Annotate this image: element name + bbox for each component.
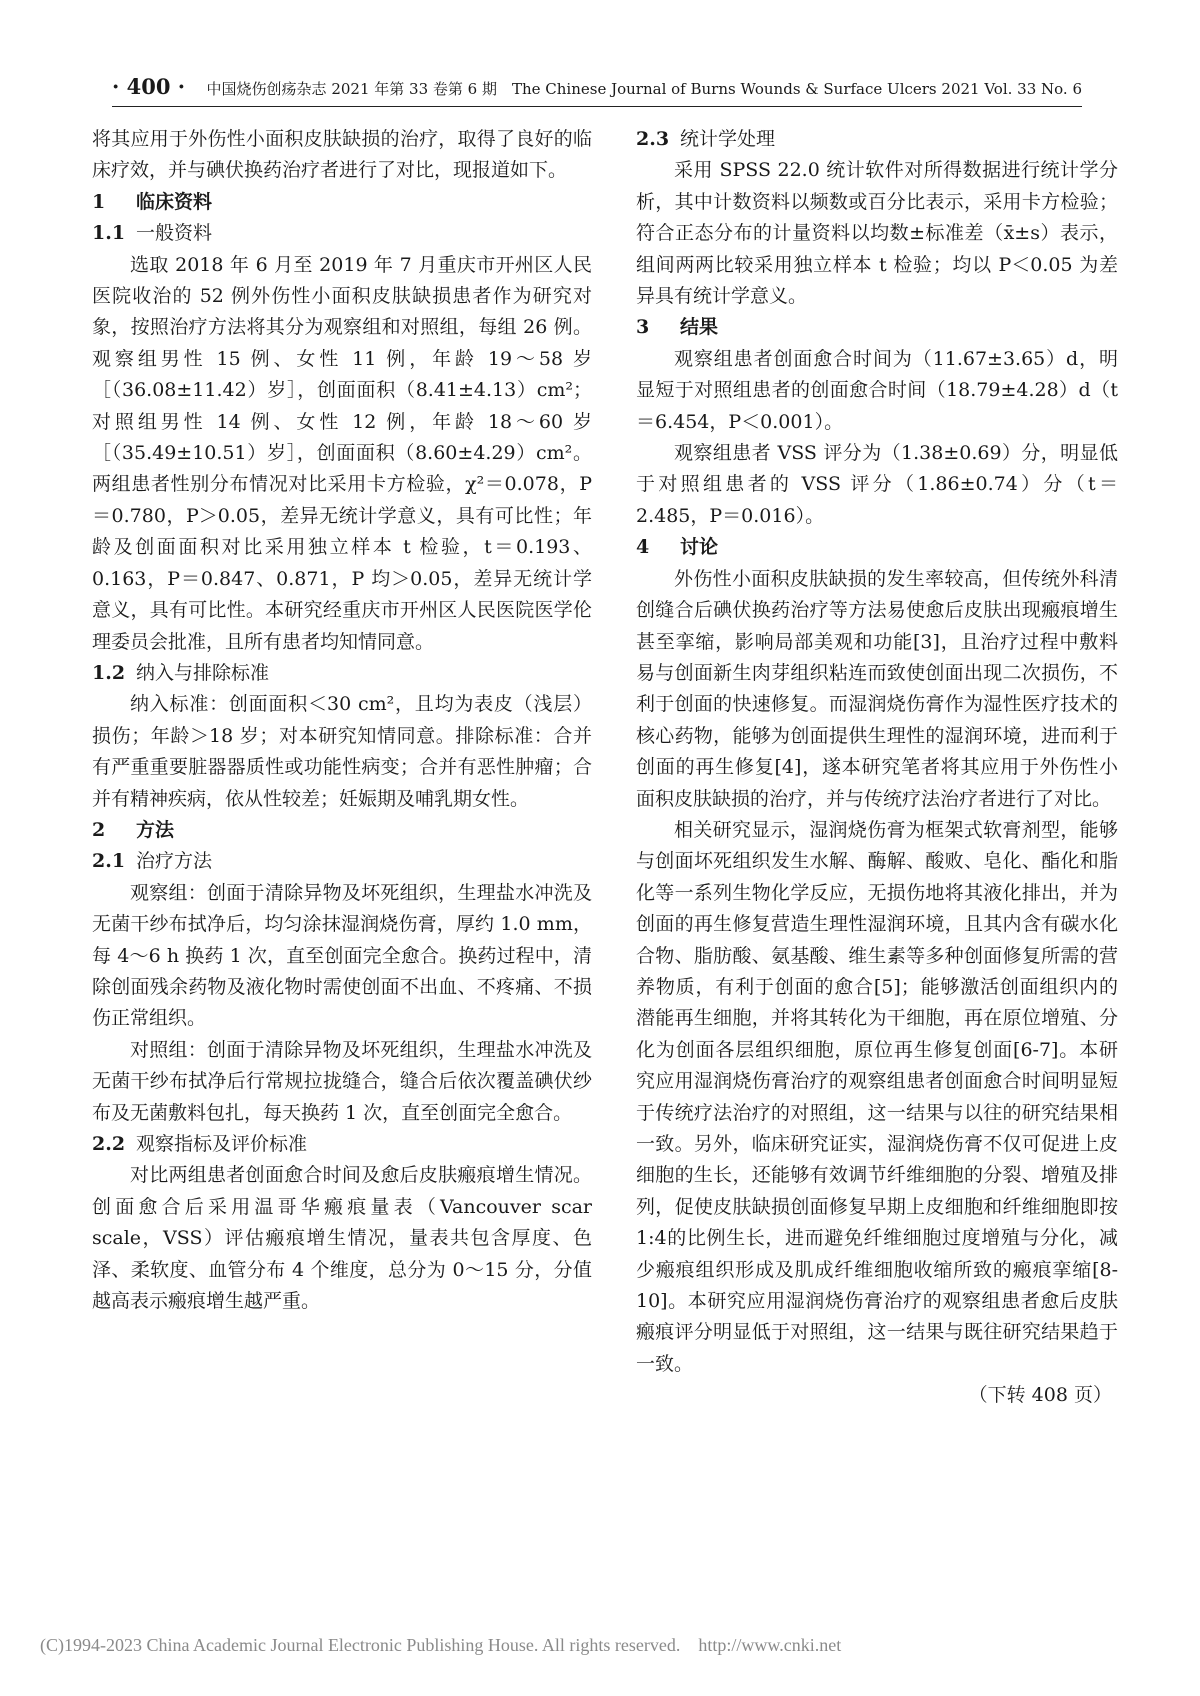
results-healing-paragraph: 观察组患者创面愈合时间为（11.67±3.65）d，明显短于对照组患者的创面愈合时间（18.79±4.28）d（t＝6.454，P＜0.001）。: [636, 347, 1118, 433]
section-title: 统计学处理: [680, 128, 776, 150]
section-2-2-heading: [92, 1129, 592, 1160]
section-number: 2.3: [636, 128, 670, 150]
right-column: [636, 124, 1118, 1412]
section-number: 1.1: [92, 222, 126, 245]
section-number: 2.1: [92, 850, 126, 873]
section-2-3-heading: [636, 124, 1118, 155]
discussion-paragraph-2: 相关研究显示，湿润烧伤膏为框架式软膏剂型，能够与创面坏死组织发生水解、酶解、酸败、皂化、酯化和脂化等一系列生物化学反应，无损伤地将其液化排出，并为创面的再生修复营造生理性湿润环境，且其内含有碳水化合物、脂肪酸、氨基酸、维生素等多种创面修复所需的营养物质，有利于创面的愈合[5]；能够激活创面组织内的潜能再生细胞，并将其转化为干细胞，再在原位增殖、分化为创面各层组织细胞，原位再生修复创面[6-7]。本研究应用湿润烧伤膏治疗的观察组患者创面愈合时间明显短于传统疗法治疗的对照组，这一结果与以往的研究结果相一致。另外，临床研究证实，湿润烧伤膏不仅可促进上皮细胞的生长，还能够有效调节纤维细胞的分裂、增殖及排列，促使皮肤缺损创面修复早期上皮细胞和纤维细胞即按1:4的比例生长，进而避免纤维细胞过度增殖与分化，减少瘢痕组织形成及肌成纤维细胞收缩所致的瘢痕挛缩[8-10]。本研究应用湿润烧伤膏治疗的观察组患者愈后皮肤瘢痕评分明显低于对照组，这一结果与既往研究结果趋于一致。: [636, 818, 1118, 1375]
section-title: 讨论: [680, 536, 719, 559]
section-number: 4: [636, 536, 650, 559]
section-title: 结果: [680, 316, 719, 339]
section-1-2-heading: [92, 658, 592, 689]
section-2-1-heading: [92, 846, 592, 877]
control-group-paragraph: 对照组：创面于清除异物及坏死组织，生理盐水冲洗及无菌干纱布拭净后行常规拉拢缝合，缝合后依次覆盖碘伏纱布及无菌敷料包扎，每天换药 1 次，直至创面完全愈合。: [92, 1038, 592, 1124]
continued-note: （下转 408 页）: [968, 1384, 1112, 1407]
section-4-heading: [636, 532, 1118, 563]
left-column: [92, 124, 592, 1317]
section-number: 1.2: [92, 661, 126, 684]
criteria-paragraph: 纳入标准：创面面积＜30 cm²，且均为表皮（浅层）损伤；年龄＞18 岁；对本研究知情同意。排除标准：合并有严重重要脏器器质性或功能性病变；合并有恶性肿瘤；合并有精神疾病，依从性较差；妊娠期及哺乳期女性。: [92, 693, 592, 810]
journal-running-title: 中国烧伤创疡杂志 2021 年第 33 卷第 6 期 The Chinese Journal of Burns Wounds & Surface Ulcers 2021 Vol. 33 No. 6: [206, 80, 1082, 98]
section-title: 临床资料: [136, 190, 213, 213]
discussion-paragraph-1: 外伤性小面积皮肤缺损的发生率较高，但传统外科清创缝合后碘伏换药治疗等方法易使愈后皮肤出现瘢痕增生甚至挛缩，影响局部美观和功能[3]，且治疗过程中敷料易与创面新生肉芽组织粘连而致使创面出现二次损伤，不利于创面的快速修复。而湿润烧伤膏作为湿性医疗技术的核心药物，能够为创面提供生理性的湿润环境，进而利于创面的再生修复[4]，遂本研究笔者将其应用于外伤性小面积皮肤缺损的治疗，并与传统疗法治疗者进行了对比。: [636, 567, 1118, 810]
section-3-heading: [636, 312, 1118, 343]
section-title: 观察指标及评价标准: [136, 1133, 308, 1155]
section-title: 方法: [136, 818, 175, 841]
indicators-paragraph: 对比两组患者创面愈合时间及愈后皮肤瘢痕增生情况。创面愈合后采用温哥华瘢痕量表（Vancouver scar scale，VSS）评估瘢痕增生情况，量表共包含厚度、色泽、柔软度、血管分布 4 个维度，总分为 0～15 分，分值越高表示瘢痕增生越严重。: [92, 1164, 592, 1313]
section-2-heading: [92, 815, 592, 846]
statistics-paragraph: 采用 SPSS 22.0 统计软件对所得数据进行统计学分析，其中计数资料以频数或百分比表示，采用卡方检验；符合正态分布的计量资料以均数±标准差（x̄±s）表示，组间两两比较采用独立样本 t 检验；均以 P＜0.05 为差异具有统计学意义。: [636, 159, 1118, 308]
copyright-footer: (C)1994-2023 China Academic Journal Electronic Publishing House. All rights reserved. http://www.cnki.net: [40, 1635, 842, 1655]
section-title: 纳入与排除标准: [136, 661, 270, 684]
section-number: 1: [92, 190, 106, 213]
section-number: 3: [636, 316, 650, 339]
results-vss-paragraph: 观察组患者 VSS 评分为（1.38±0.69）分，明显低于对照组患者的 VSS 评分（1.86±0.74）分（t＝2.485，P＝0.016）。: [636, 442, 1118, 527]
page-number: · 400 ·: [112, 74, 186, 99]
intro-paragraph: 将其应用于外伤性小面积皮肤缺损的治疗，取得了良好的临床疗效，并与碘伏换药治疗者进行了对比，现报道如下。: [92, 128, 592, 182]
observation-group-paragraph: 观察组：创面于清除异物及坏死组织，生理盐水冲洗及无菌干纱布拭净后，均匀涂抹湿润烧伤膏，厚约 1.0 mm，每 4～6 h 换药 1 次，直至创面完全愈合。换药过程中，清除创面残余药物及液化物时需使创面不出血、不疼痛、不损伤正常组织。: [92, 881, 592, 1030]
general-info-paragraph: 选取 2018 年 6 月至 2019 年 7 月重庆市开州区人民医院收治的 52 例外伤性小面积皮肤缺损患者作为研究对象，按照治疗方法将其分为观察组和对照组，每组 26 例。观察组男性 15 例、女性 11 例，年龄 19～58 岁［（36.08±11.42）岁］，创面面积（8.41±4.13）cm²；对照组男性 14 例、女性 12 例，年龄 18～60 岁［（35.49±10.51）岁］，创面面积（8.60±4.29）cm²。两组患者性别分布情况对比采用卡方检验，χ²＝0.078，P＝0.780，P＞0.05，差异无统计学意义，具有可比性；年龄及创面面积对比采用独立样本 t 检验，t＝0.193、0.163，P＝0.847、0.871，P 均＞0.05，差异无统计学意义，具有可比性。本研究经重庆市开州区人民医院医学伦理委员会批准，且所有患者均知情同意。: [92, 253, 592, 653]
section-title: 治疗方法: [136, 850, 213, 873]
section-title: 一般资料: [136, 222, 213, 245]
section-1-1-heading: [92, 218, 592, 249]
running-header: [112, 68, 1082, 107]
section-number: 2.2: [92, 1133, 126, 1155]
section-1-heading: [92, 187, 592, 218]
section-number: 2: [92, 818, 106, 841]
